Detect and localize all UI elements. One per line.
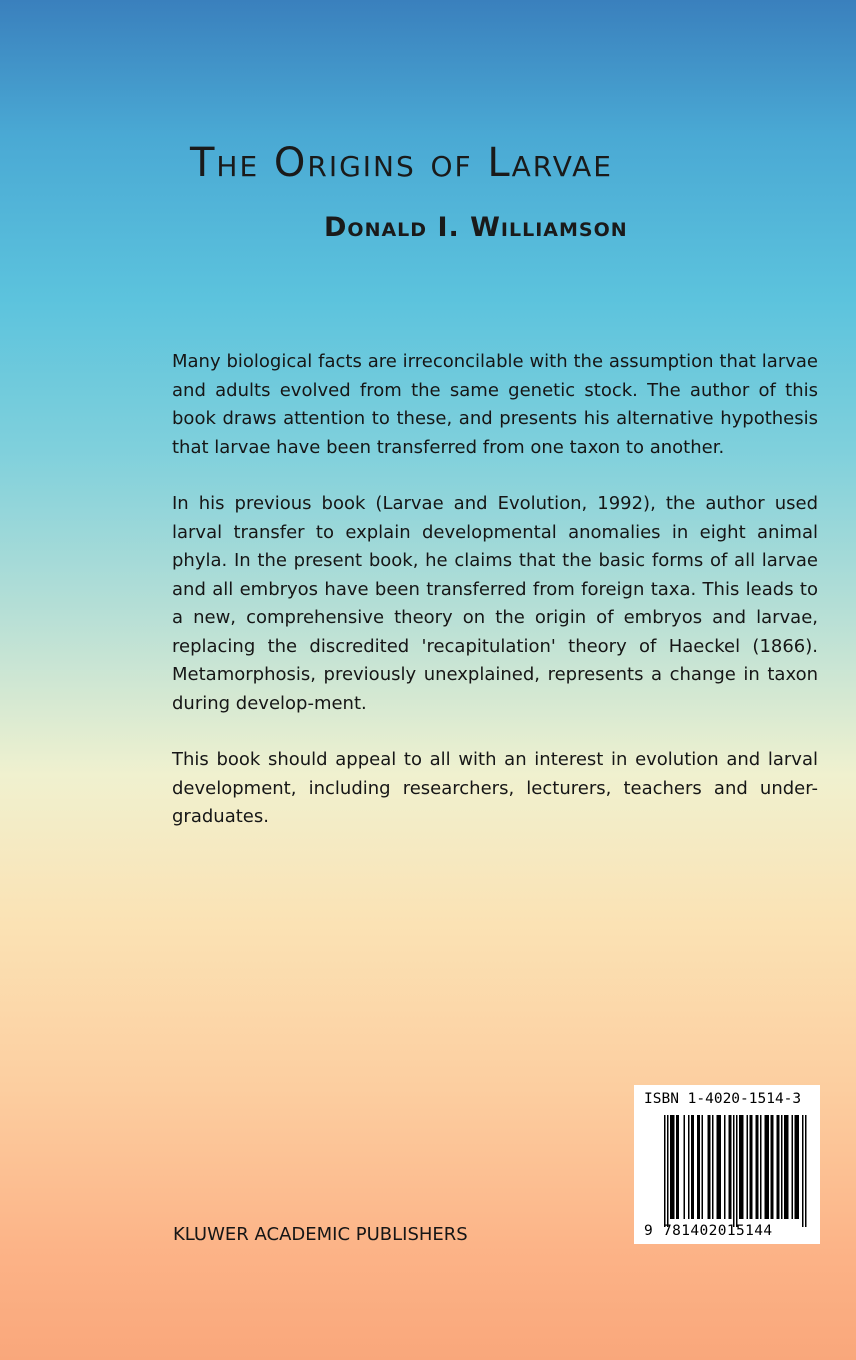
book-title: The Origins of Larvae [190,140,613,186]
barcode-bar [697,1115,699,1219]
back-cover-blurb [172,348,818,860]
barcode-bar [684,1115,686,1219]
barcode-bar [676,1115,678,1219]
book-author: Donald I. Williamson [324,212,628,243]
blurb-paragraph-1: Many biological facts are irreconcilable with the assumption that larvae and adults evolved from the same genetic stock. The author of this book draws attention to these, and presents his alternative hypothesis that larvae have been transferred from one taxon to another. [172,351,818,458]
barcode-bar [720,1115,722,1219]
barcode-bar [708,1115,710,1219]
barcode-bar [699,1115,701,1219]
barcode-bar [672,1115,674,1219]
barcode-bar [730,1115,732,1219]
barcode-bar [781,1115,783,1219]
barcode-bar [757,1115,759,1219]
barcode-bar [756,1115,758,1219]
barcode-bar [718,1115,720,1219]
barcode-bar [792,1115,794,1219]
barcode-bar [739,1115,741,1219]
isbn-label: ISBN 1-4020-1514-3 [644,1091,802,1107]
barcode-bar [673,1115,675,1219]
barcode-bar [777,1115,779,1219]
barcode-bar [751,1115,753,1219]
barcode-bar [787,1115,789,1219]
barcode-bar [709,1115,711,1219]
barcode-bar [798,1115,800,1219]
barcode-bar [717,1115,719,1219]
barcode-bar [678,1115,680,1219]
barcode-bar [733,1115,735,1227]
barcode-bar [805,1115,807,1227]
blurb-paragraph-2: In his previous book (Larvae and Evolution, 1992), the author used larval transfer to explain developmental anomalies in eight animal phyla. In the present book, he claims that the basic forms of all larvae and all embryos have been transferred from foreign taxa. This leads to a new, comprehensive theory on the origin of embryos and larvae, replacing the discredited 'recapitulation' theory of Haeckel (1866). Metamorphosis, previously unexplained, represents a change in taxon during develop-ment. [172,493,818,714]
barcode-bar [796,1115,798,1219]
barcode-bar [741,1115,743,1219]
barcode-bar [729,1115,731,1219]
barcode-bar [786,1115,788,1219]
barcode-bar [802,1115,804,1227]
barcode-bar [691,1115,693,1219]
barcode-bar [771,1115,773,1219]
barcode-bar [688,1115,690,1219]
barcode-bar [765,1115,767,1219]
isbn-barcode [634,1085,820,1244]
ean-first-digit: 9 [644,1223,653,1239]
barcode-bar [772,1115,774,1219]
barcode-bar [760,1115,762,1219]
barcode-bar [702,1115,704,1219]
barcode-bar [768,1115,770,1219]
barcode-bar [667,1115,669,1227]
barcode-bar [766,1115,768,1219]
barcode-bar [664,1115,666,1227]
publisher-name: KLUWER ACADEMIC PUBLISHERS [173,1224,468,1245]
barcode-bar [795,1115,797,1219]
barcode-icon [634,1085,820,1244]
ean-digits: 781402015144 [663,1223,773,1239]
barcode-bar [670,1115,672,1219]
barcode-bar [784,1115,786,1219]
barcode-bar [712,1115,714,1219]
barcode-bar [747,1115,749,1219]
barcode-bar [736,1115,738,1227]
barcode-bar [742,1115,744,1219]
barcode-bar [693,1115,695,1219]
barcode-bar [778,1115,780,1219]
barcode-bar [750,1115,752,1219]
barcode-bar [724,1115,726,1219]
blurb-paragraph-3: This book should appeal to all with an interest in evolution and larval development, including researchers, lecturers, teachers and under-graduates. [172,749,818,827]
